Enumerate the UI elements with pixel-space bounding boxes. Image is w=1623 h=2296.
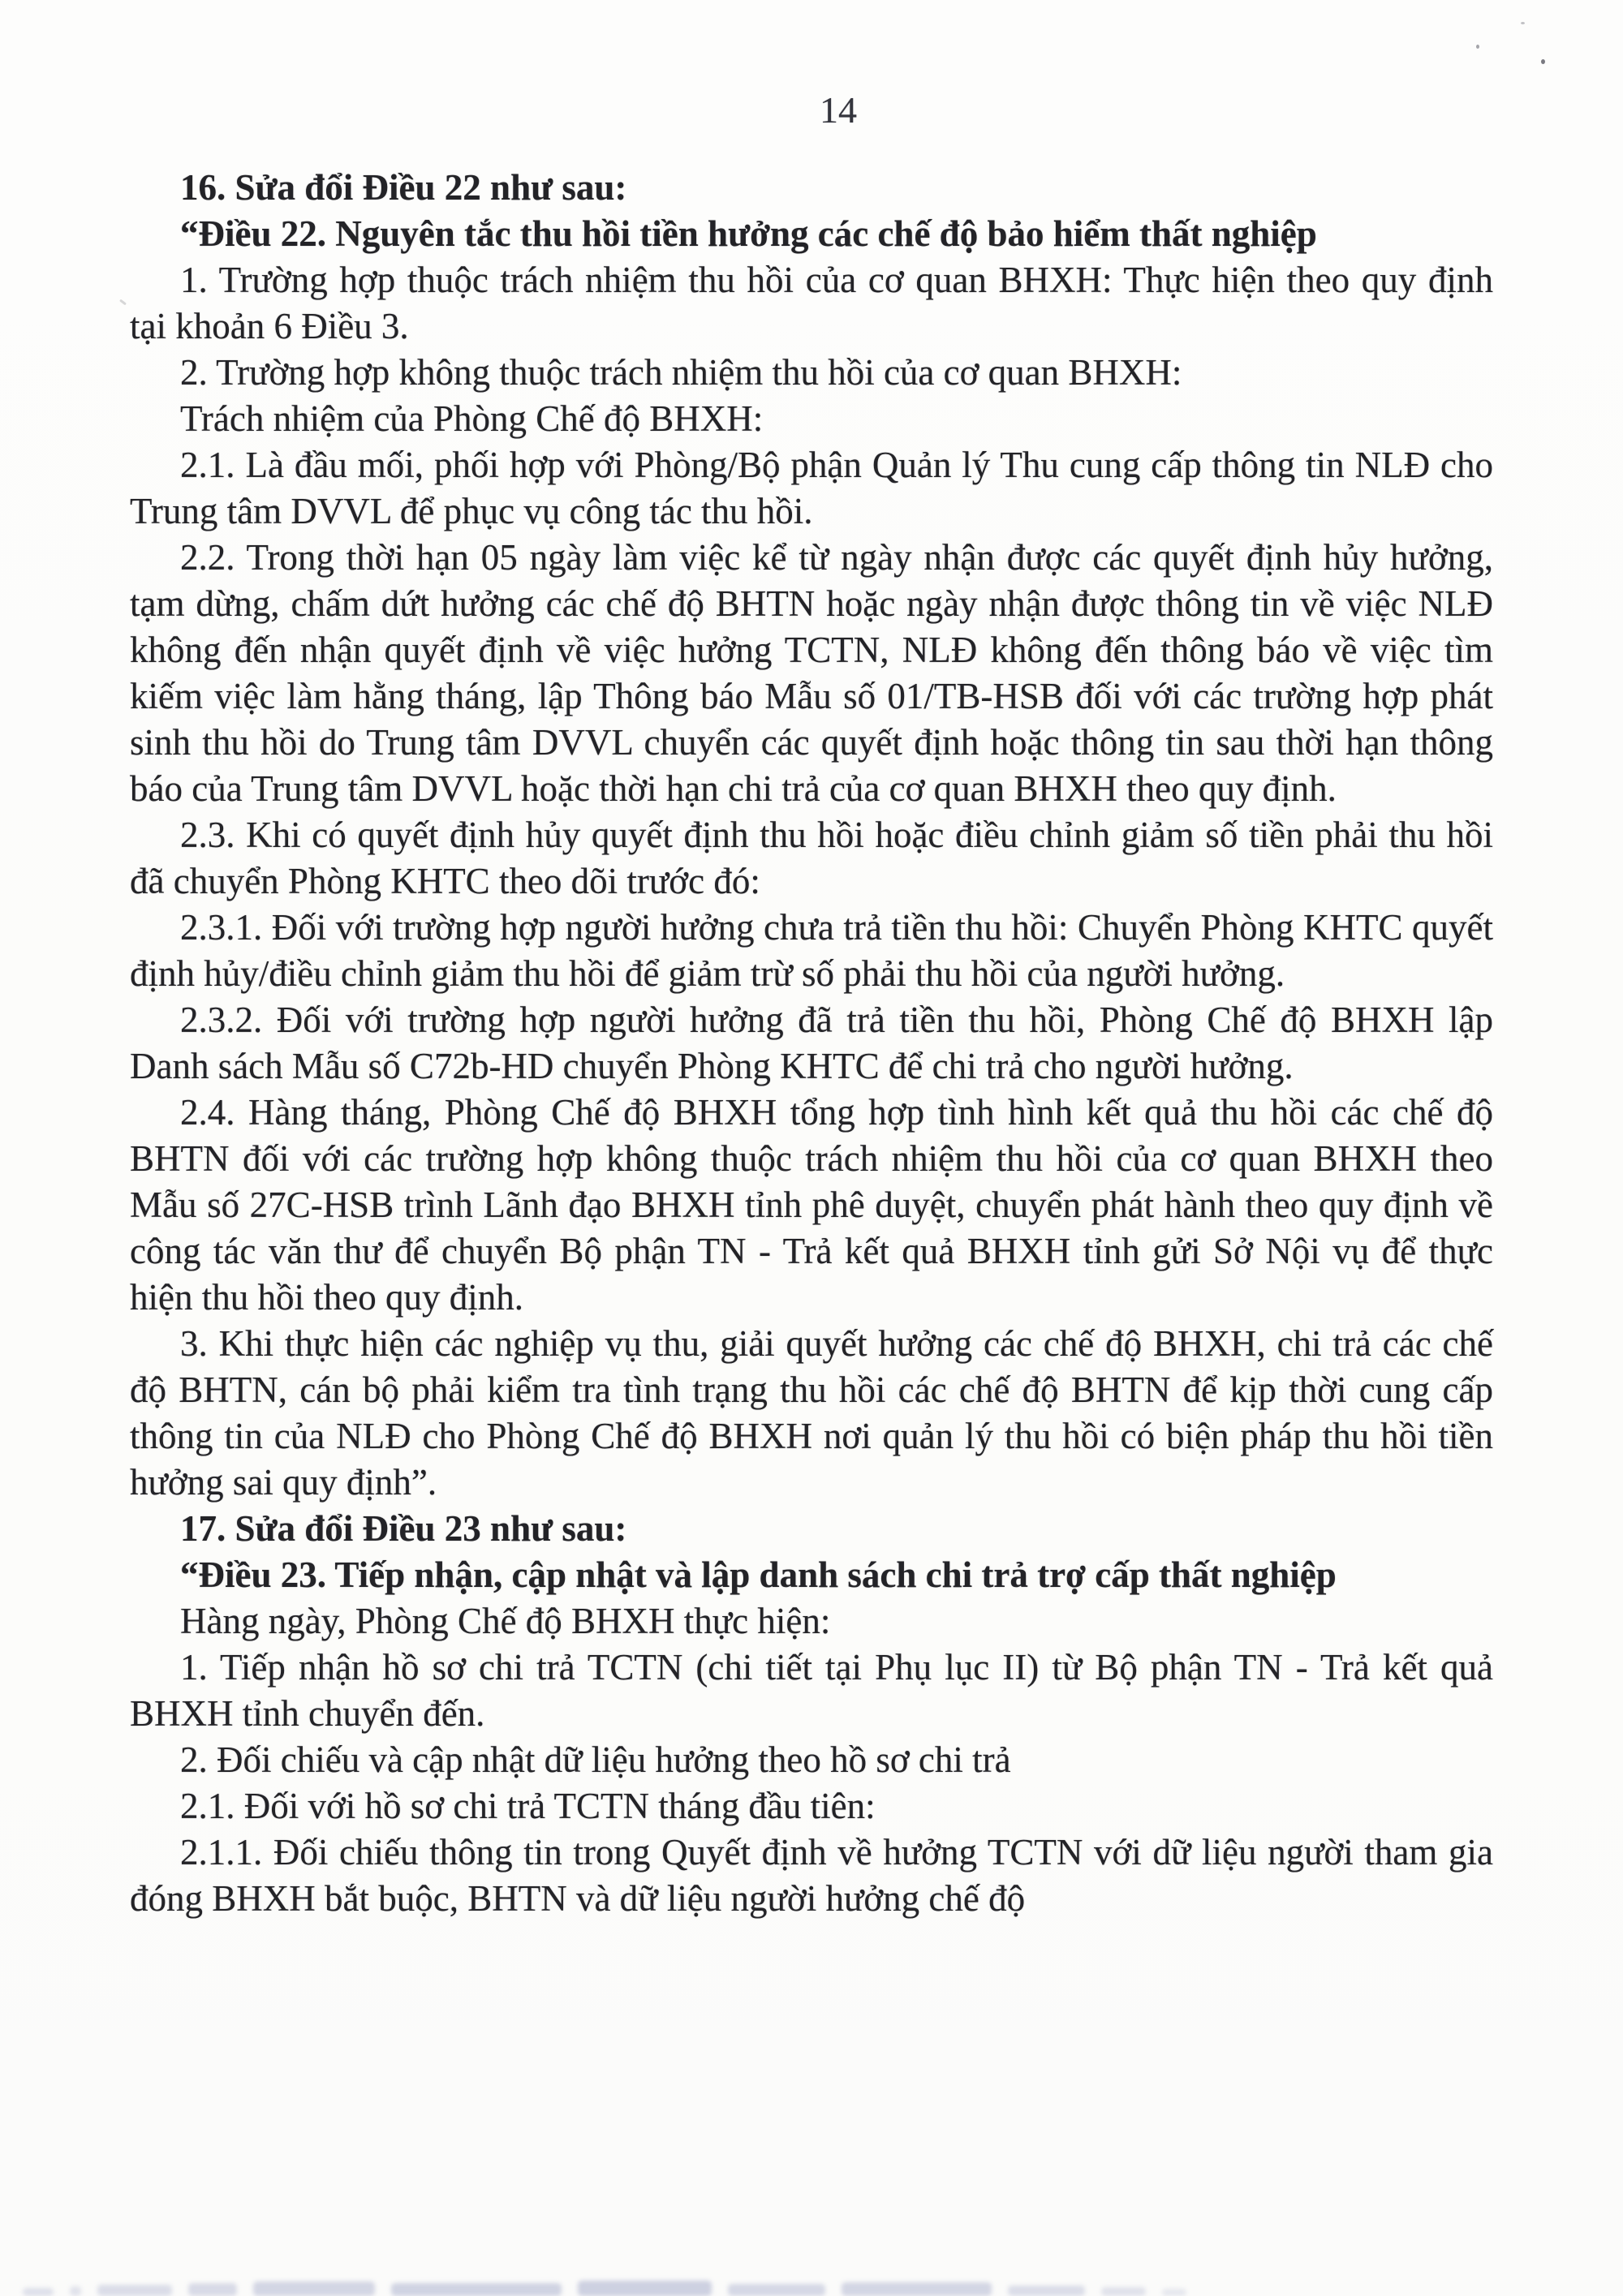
clause-2-1: 2.1. Là đầu mối, phối hợp với Phòng/Bộ phận Quản lý Thu cung cấp thông tin NLĐ cho Trung tâm DVVL để phục vụ công tác thu hồi. — [130, 445, 1493, 531]
clause-2-4: 2.4. Hàng tháng, Phòng Chế độ BHXH tổng hợp tình hình kết quả thu hồi các chế độ BHTN đối với các trường hợp không thuộc trách nhiệm thu hồi của cơ quan BHXH theo Mẫu số 27C-HSB trình Lãnh đạo BHXH tỉnh phê duyệt, chuyển phát hành theo quy định về công tác văn thư để chuyển Bộ phận TN - Trả kết quả BHXH tỉnh gửi Sở Nội vụ để thực hiện thu hồi theo quy định. — [130, 1092, 1493, 1318]
bleedthrough-band — [23, 2275, 1427, 2296]
article-23-title: “Điều 23. Tiếp nhận, cập nhật và lập danh sách chi trả trợ cấp thất nghiệp — [180, 1554, 1337, 1595]
document-body — [130, 165, 1493, 1922]
scan-speck — [119, 299, 127, 306]
scan-speck — [1521, 22, 1525, 24]
article-23-intro: Hàng ngày, Phòng Chế độ BHXH thực hiện: — [180, 1601, 831, 1641]
clause-2-3-2: 2.3.2. Đối với trường hợp người hưởng đã trả tiền thu hồi, Phòng Chế độ BHXH lập Danh sách Mẫu số C72b-HD chuyển Phòng KHTC để chi trả cho người hưởng. — [130, 1000, 1493, 1086]
article-23-clause-2-1: 2.1. Đối với hồ sơ chi trả TCTN tháng đầu tiên: — [180, 1786, 876, 1826]
clause-2-3: 2.3. Khi có quyết định hủy quyết định thu hồi hoặc điều chỉnh giảm số tiền phải thu hồi đã chuyển Phòng KHTC theo dõi trước đó: — [130, 815, 1493, 901]
scan-speck — [1541, 59, 1545, 64]
clause-2: 2. Trường hợp không thuộc trách nhiệm thu hồi của cơ quan BHXH: — [180, 352, 1182, 393]
clause-1: 1. Trường hợp thuộc trách nhiệm thu hồi của cơ quan BHXH: Thực hiện theo quy định tại khoản 6 Điều 3. — [130, 260, 1493, 346]
page-number: 14 — [820, 89, 857, 131]
clause-3: 3. Khi thực hiện các nghiệp vụ thu, giải quyết hưởng các chế độ BHXH, chi trả các chế độ BHTN, cán bộ phải kiểm tra tình trạng thu hồi các chế độ BHTN để kịp thời cung cấp thông tin của NLĐ cho Phòng Chế độ BHXH nơi quản lý thu hồi có biện pháp thu hồi tiền hưởng sai quy định”. — [130, 1323, 1493, 1503]
scan-speck — [1476, 45, 1479, 49]
section-16-heading: 16. Sửa đổi Điều 22 như sau: — [180, 167, 627, 208]
article-23-clause-1: 1. Tiếp nhận hồ sơ chi trả TCTN (chi tiết tại Phụ lục II) từ Bộ phận TN - Trả kết quả BHXH tỉnh chuyển đến. — [130, 1647, 1493, 1734]
clause-2-3-1: 2.3.1. Đối với trường hợp người hưởng chưa trả tiền thu hồi: Chuyển Phòng KHTC quyết định hủy/điều chỉnh giảm thu hồi để giảm trừ số phải thu hồi của người hưởng. — [130, 907, 1493, 994]
section-17-heading: 17. Sửa đổi Điều 23 như sau: — [180, 1508, 627, 1549]
article-22-title: “Điều 22. Nguyên tắc thu hồi tiền hưởng các chế độ bảo hiểm thất nghiệp — [180, 213, 1317, 254]
clause-2-2: 2.2. Trong thời hạn 05 ngày làm việc kể từ ngày nhận được các quyết định hủy hưởng, tạm dừng, chấm dứt hưởng các chế độ BHTN hoặc ngày nhận được thông tin về việc NLĐ không đến nhận quyết định về việc hưởng TCTN, NLĐ không đến thông báo về việc tìm kiếm việc làm hằng tháng, lập Thông báo Mẫu số 01/TB-HSB đối với các trường hợp phát sinh thu hồi do Trung tâm DVVL chuyển các quyết định hoặc thông tin sau thời hạn thông báo của Trung tâm DVVL hoặc thời hạn chi trả của cơ quan BHXH theo quy định. — [130, 537, 1493, 809]
article-23-clause-2: 2. Đối chiếu và cập nhật dữ liệu hưởng theo hồ sơ chi trả — [180, 1739, 1011, 1780]
article-23-clause-2-1-1: 2.1.1. Đối chiếu thông tin trong Quyết định về hưởng TCTN với dữ liệu người tham gia đóng BHXH bắt buộc, BHTN và dữ liệu người hưởng chế độ — [130, 1832, 1493, 1919]
clause-2-responsibility: Trách nhiệm của Phòng Chế độ BHXH: — [180, 398, 764, 439]
